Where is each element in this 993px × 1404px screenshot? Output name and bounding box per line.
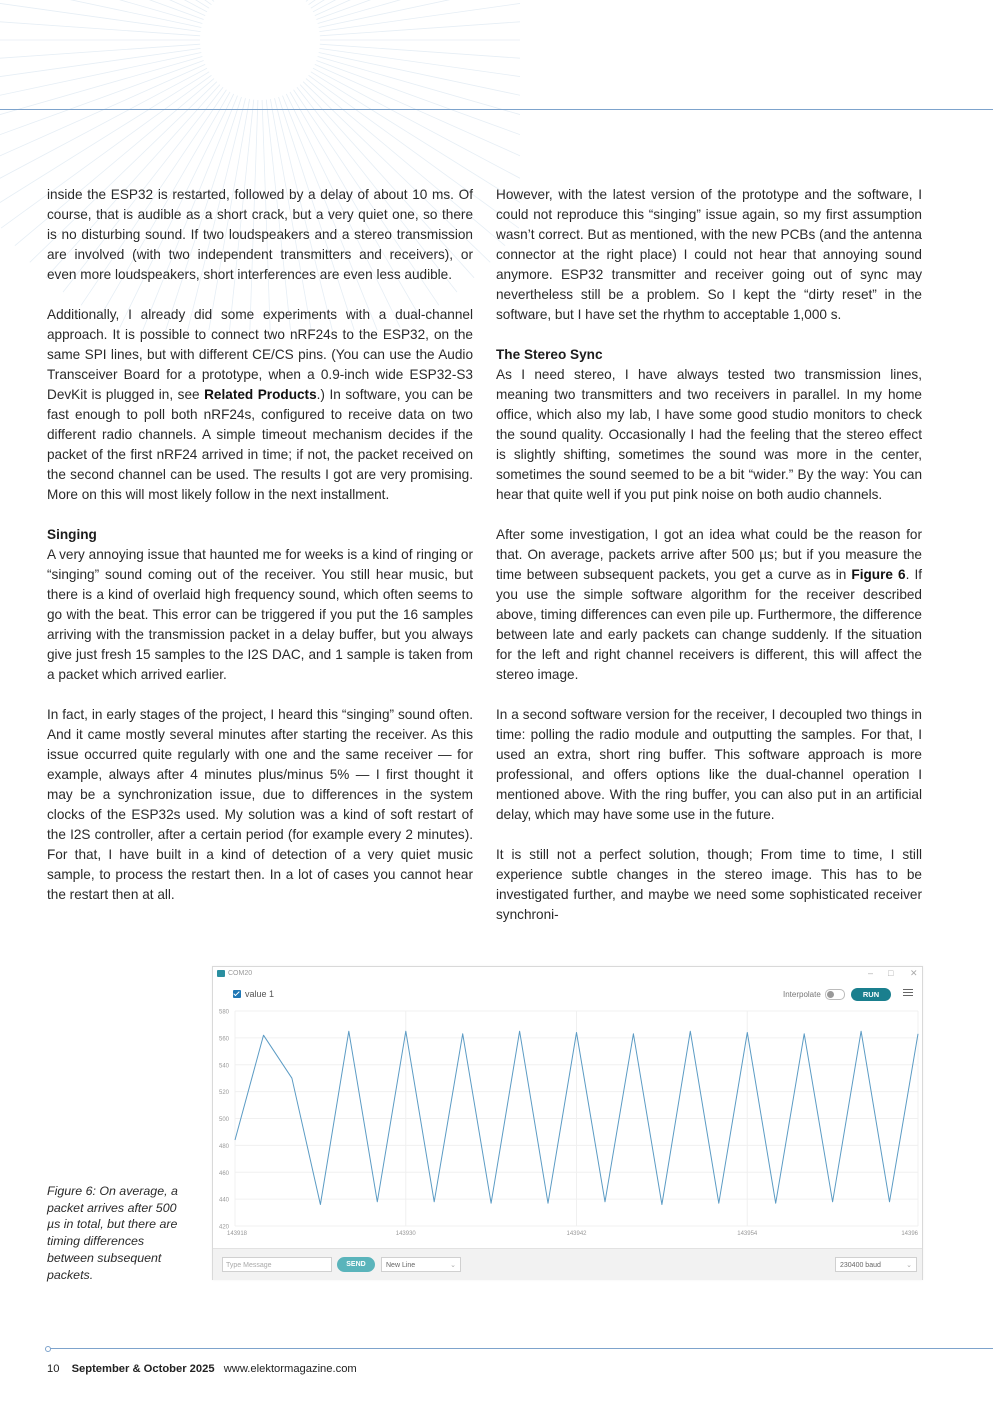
issue-date: September & October 2025 (71, 1363, 215, 1375)
baud-rate-select[interactable]: 230400 baud ⌄ (835, 1257, 917, 1272)
footer-dot (45, 1346, 51, 1352)
line-ending-select[interactable]: New Line ⌄ (381, 1257, 461, 1272)
y-tick-label: 440 (219, 1197, 230, 1204)
ray-line (319, 0, 520, 28)
series-checkbox[interactable] (233, 990, 241, 998)
website-url: www.elektormagazine.com (223, 1363, 357, 1375)
paragraph: As I need stereo, I have always tested two transmission lines, meaning two transmitters and two receivers in parallel. In my home office, which also my lab, I have some good studio monitors to check the sound quality. Occasionally I had the feeling that the stereo effect is slightly shifting, sometimes the sound was more in the center, sometimes the sound seemed to be a bit “wider.” By the way: You can hear that quite well if you put pink noise on both audio channels. (496, 367, 922, 502)
section-heading-stereo-sync: The Stereo Sync (496, 347, 603, 362)
ray-line (0, 0, 202, 23)
header-rule (0, 109, 993, 110)
page-number: 10 (47, 1363, 60, 1375)
y-tick-label: 420 (219, 1224, 230, 1231)
app-icon (217, 970, 225, 977)
chevron-down-icon: ⌄ (906, 1262, 912, 1269)
ray-line (319, 0, 520, 32)
paragraph: After some investigation, I got an idea what could be the reason for that. On average, packets arrive after 500 µs; but if you measure the time between subsequent packets, you get a curve as in Figure 6. If you use the simple software algorithm for the receiver described above, timing differences can even pile up. Furthermore, the difference between late and early packets can change suddenly. If the situation for the left and right channel receivers is different, this will affect the stereo image. (496, 527, 922, 682)
ray-line (313, 0, 520, 12)
ray-line (320, 44, 520, 62)
paragraph: A very annoying issue that haunted me for weeks is a kind of ringing or “singing” sound coming out of the receiver. You still hear music, but there is a kind of overlaid high frequency sound, which often seems to go with the beat. This error can be triggered if you put the 16 samples arriving with the transmission packet in a delay buffer, but you always give just fresh 15 samples to the I2S DAC, and 1 sample is taken from a packet which arrived earlier. (47, 547, 473, 682)
ray-line (320, 18, 520, 36)
page-footer (47, 1363, 357, 1375)
y-tick-label: 540 (219, 1063, 230, 1070)
ray-line (0, 57, 202, 129)
ray-line (306, 0, 505, 1)
ray-line (0, 48, 201, 84)
paragraph: It is still not a perfect solution, though; From time to time, I still experience subtle changes in the stereo image. This has to be investigated further, and maybe we need some sophisticated receiver synchroni- (496, 847, 922, 922)
ray-line (0, 0, 207, 12)
interpolate-label: Interpolate (783, 990, 821, 999)
minimize-button[interactable]: – (868, 968, 874, 978)
y-tick-label: 580 (219, 1009, 230, 1016)
maximize-button[interactable]: □ (888, 968, 894, 978)
window-titlebar (213, 967, 922, 981)
y-tick-label: 560 (219, 1036, 230, 1043)
ray-line (0, 0, 201, 28)
ray-line (0, 44, 200, 62)
section-heading-singing: Singing (47, 527, 97, 542)
ray-line (313, 68, 520, 190)
right-column (496, 185, 922, 925)
y-tick-label: 520 (219, 1090, 230, 1097)
ray-line (319, 48, 520, 84)
paragraph: In fact, in early stages of the project, I heard this “singing” sound often. And it came mostly several minutes after starting the receiver. As this issue occurred quite regularly with one and the same receiver — for example, always after 4 minutes plus/minus 5% — I first thought it may be a synchronization issue, due to differences in the system clocks of the ESP32s used. My solution was a kind of soft restart of the I2S controller, after a certain period (for example every 2 minutes). For that, I have built in a kind of detection of a very quiet music sample, to process the restart then. In a lot of cases you cannot hear the restart then at all. (47, 707, 473, 902)
figure-6-ref: Figure 6 (851, 567, 906, 582)
figure-caption: Figure 6: On average, a packet arrives after 500 µs in total, but there are timing differences between subsequent packets. (47, 1184, 178, 1282)
ray-line (15, 0, 214, 1)
clear-menu-icon[interactable] (903, 989, 913, 999)
paragraph: Additionally, I already did some experiments with a dual-channel approach. It is possible to connect two nRF24s to the ESP32, on the same SPI lines, but with different CE/CS pins. (You can use the Audio Transceiver Board for a prototype, when a 0.9-inch wide ESP32-S3 DevKit is plugged in, see Related Products.) In software, you can be fast enough to poll both nRF24s, configured to receive data on two different radio channels. A simple timeout mechanism decides if the packet of the first nRF24 arrived in time; if not, the packet received on the second channel can be used. The results I got are very promising. More on this will most likely follow in the next installment. (47, 307, 473, 502)
left-column (47, 185, 473, 905)
x-tick-label: 143954 (737, 1231, 758, 1237)
y-tick-label: 500 (219, 1117, 230, 1123)
interpolate-toggle[interactable] (825, 989, 845, 1000)
x-tick-label: 14396 (901, 1231, 918, 1237)
serial-plotter-screenshot (212, 966, 923, 1280)
x-tick-label: 143930 (395, 1231, 416, 1237)
ray-line (318, 57, 520, 129)
close-button[interactable]: ✕ (910, 968, 918, 978)
plot-area (213, 1003, 922, 1248)
series-legend (233, 989, 274, 999)
send-button[interactable]: SEND (337, 1257, 375, 1272)
message-input[interactable]: Type Message (222, 1257, 332, 1272)
run-button[interactable]: RUN (851, 988, 891, 1001)
message-bar (213, 1248, 922, 1280)
related-products-ref: Related Products (204, 387, 317, 402)
interpolate-control (783, 989, 845, 1000)
window-title: COM20 (228, 970, 253, 977)
ray-line (0, 0, 201, 32)
paragraph: inside the ESP32 is restarted, followed by a delay of about 10 ms. Of course, that is audible as a short crack, but a very quiet one, so there is no disturbing sound. If two loudspeakers and a stereo transmission are involved (with two independent transmitters and receivers), or even more loudspeakers, short interferences are even less audible. (47, 187, 473, 282)
chevron-down-icon: ⌄ (450, 1262, 456, 1269)
ray-line (318, 0, 520, 23)
y-tick-label: 460 (219, 1170, 230, 1177)
ray-line (0, 0, 204, 19)
footer-rule (47, 1348, 993, 1349)
series-label: value 1 (245, 989, 275, 999)
y-tick-label: 480 (219, 1143, 230, 1150)
paragraph: In a second software version for the receiver, I decoupled two things in time: polling the radio module and outputting the samples. For that, I used an extra, short ring buffer. This software approach is more professional, and offers options like the dual-channel operation I mentioned above. With the ring buffer, you can also put in an artificial delay, which may have some use in the future. (496, 707, 922, 822)
ray-line (316, 0, 520, 19)
ray-line (0, 18, 200, 36)
paragraph: However, with the latest version of the prototype and the software, I could not reproduce this “singing” issue again, so my first assumption wasn’t correct. But as mentioned, with the new PCBs (and the antenna connector at the right place) I could not hear that annoying sound anymore. ESP32 transmitter and receiver going out of sync may nevertheless still be a problem. So I kept the “dirty reset” in the software, but I have set the rhythm to acceptable 1,000 s. (496, 187, 922, 322)
ray-line (0, 68, 207, 190)
x-tick-label: 143942 (566, 1231, 587, 1237)
x-tick-label: 143918 (227, 1231, 248, 1237)
